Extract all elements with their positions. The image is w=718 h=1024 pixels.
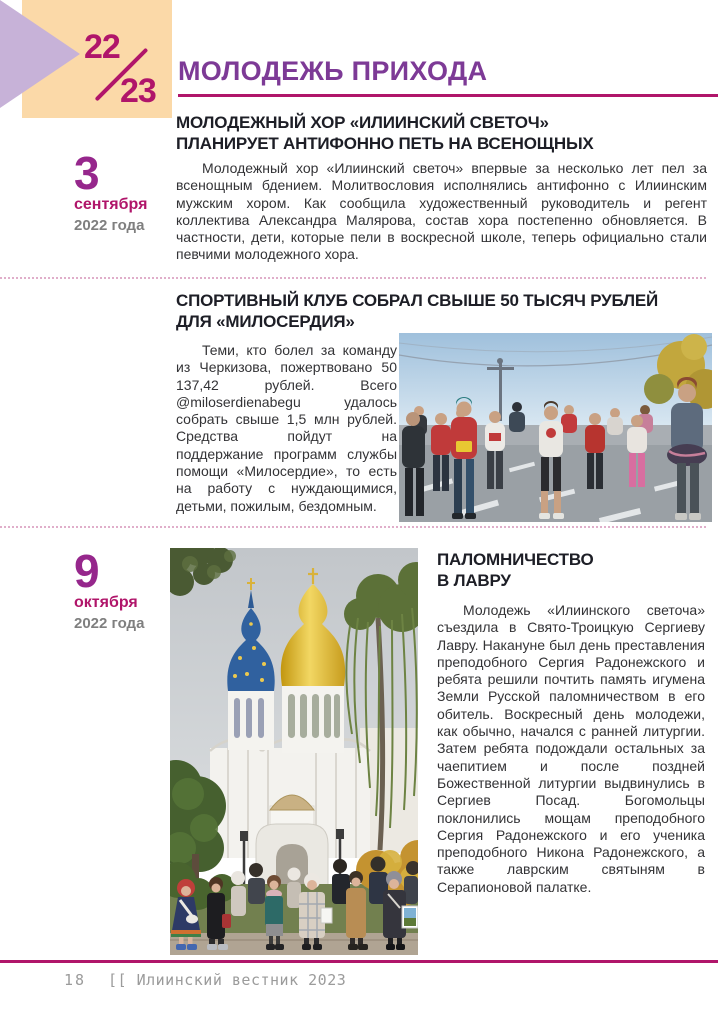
- article1-title-line1: МОЛОДЕЖНЫЙ ХОР «ИЛИИНСКИЙ СВЕТОЧ»: [176, 113, 549, 132]
- runners-photo: [399, 333, 712, 522]
- article3-date: [74, 545, 174, 632]
- page-title: МОЛОДЕЖЬ ПРИХОДА: [178, 56, 488, 86]
- article2-body: Теми, кто болел за команду из Черкизова, пожертвовано 50 137,42 рублей. Всего @miloserdienabegu удалось собрать свыше 1,5 млн рублей. Средства пойдут на поддержание программ службы помощи «Милосердие», то есть на работу с нуждающимися, детьми, пожилым, бездомным.: [176, 342, 397, 514]
- article3-body: Молодежь «Илиинского светоча» съездила в Свято-Троицкую Сергиеву Лавру. Накануне был день преставления преподобного Сергия Радонежского и ребята решили почтить память игумена Земли Русской паломничеством в его обитель. Воскресный день молодежи, как обычно, начался с ранней литургии. Затем ребята подождали остальных за чаепитием и после поздней Божественной литургии выдвинулись в Сергиев Посад. Богомольцы поклонились мощам преподобного Сергия Радонежского и его ученика преподобного Никона Радонежского, а также лаврским святыням в Серапионовой палатке.: [437, 602, 705, 895]
- article3-title-line2: В ЛАВРУ: [437, 571, 511, 590]
- lavra-photo: [170, 548, 418, 955]
- article1-title-line2: ПЛАНИРУЕТ АНТИФОННО ПЕТЬ НА ВСЕНОЩНЫХ: [176, 134, 594, 153]
- lavra-photo-illustration: [170, 548, 418, 955]
- runners-photo-illustration: [399, 333, 712, 522]
- article3-date-month: октября: [74, 594, 138, 611]
- edition-year-top: 22: [84, 28, 120, 66]
- article1-title: [176, 112, 621, 154]
- article2-title-line1: СПОРТИВНЫЙ КЛУБ СОБРАЛ СВЫШЕ 50 ТЫСЯЧ РУБЛЕЙ: [176, 291, 659, 310]
- title-underline: [178, 94, 718, 97]
- article2-title-line2: ДЛЯ «МИЛОСЕРДИЯ»: [176, 312, 355, 331]
- footer-publication: [[ Илиинский вестник 2023: [108, 971, 347, 989]
- footer-page-number: 18: [64, 971, 87, 989]
- article3-title-line1: ПАЛОМНИЧЕСТВО: [437, 550, 594, 569]
- article1-date-year: 2022 года: [74, 217, 145, 234]
- article1-date-day: 3: [74, 147, 100, 199]
- edition-year-bottom: 23: [120, 72, 156, 110]
- article3-date-day: 9: [74, 545, 100, 597]
- article3-date-year: 2022 года: [74, 615, 145, 632]
- footer-rule: [0, 960, 718, 963]
- dotted-separator: [0, 526, 706, 528]
- article3-title: [437, 549, 677, 591]
- dotted-separator: [0, 277, 706, 279]
- article1-date: [74, 147, 174, 234]
- article1-body: Молодежный хор «Илиинский светоч» впервые за несколько лет пел за всенощным бдением. Молитвословия исполнялись антифонно с Илиинским мужским хором. Как сообщила художественный руководитель и регент коллектива Александра Малярова, состав хора постепенно обновляется. В частности, дети, которые пели в воскресной школе, теперь официально стали певчими молодежного хора.: [176, 160, 707, 263]
- article1-date-month: сентября: [74, 196, 148, 213]
- article2-title: [176, 290, 666, 332]
